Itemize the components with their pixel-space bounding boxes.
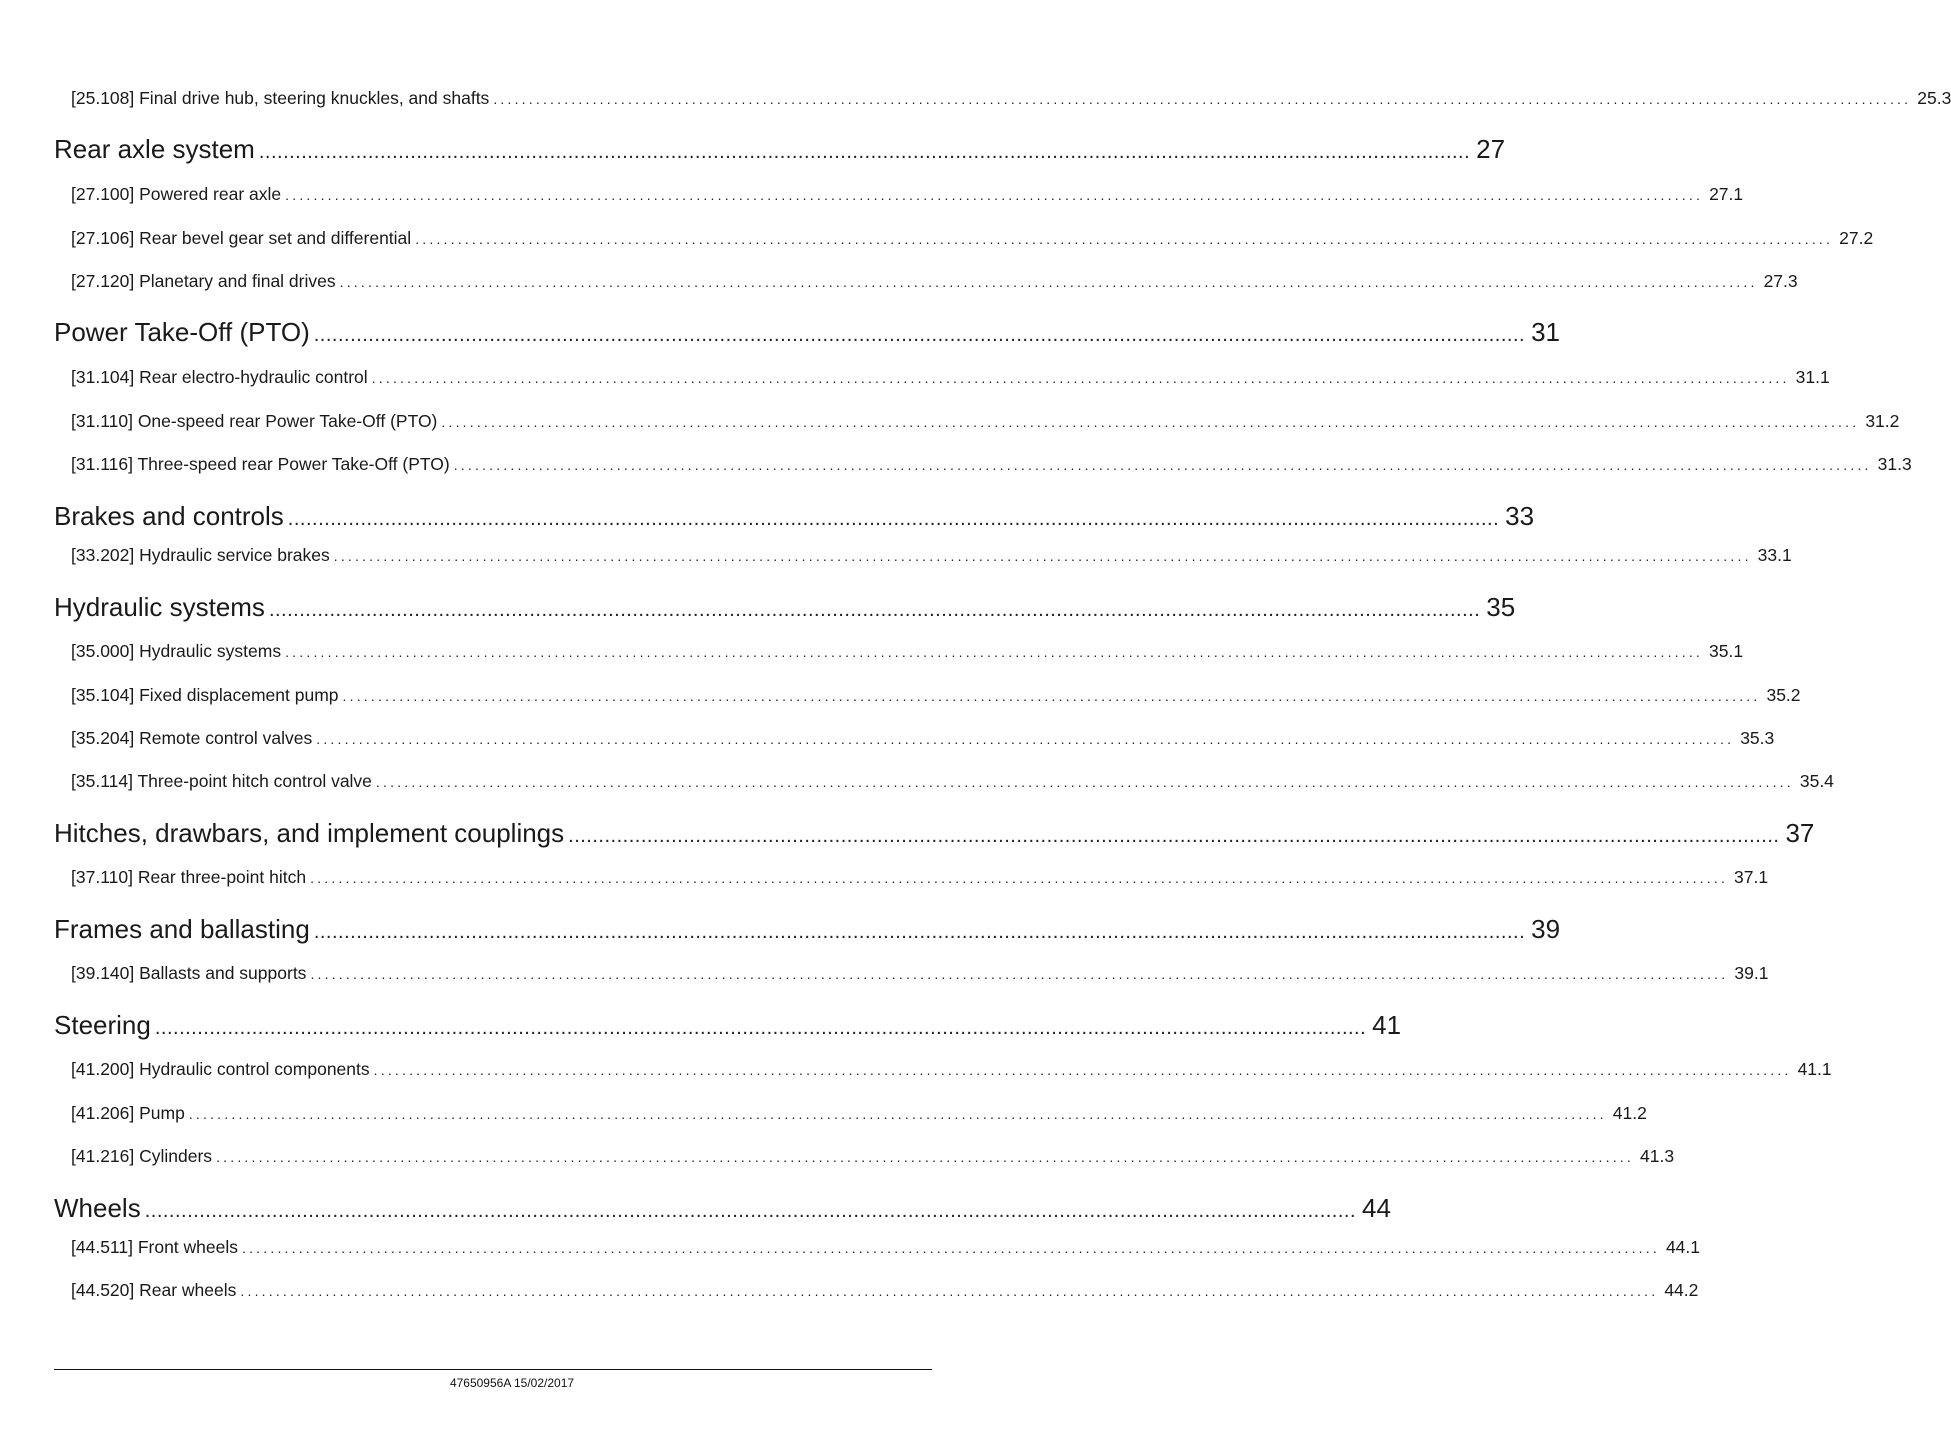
toc-entry-page: 44.2 <box>1664 1280 1699 1300</box>
toc-entry-25-108[interactable] <box>71 88 1951 109</box>
dot-leader: ........................................................................................................................................................................................................ <box>154 1017 1367 1039</box>
dot-leader: ........................................................................................................................................................................................................ <box>310 966 1729 982</box>
toc-entry-27-120[interactable] <box>71 271 1798 292</box>
dot-leader: ........................................................................................................................................................................................................ <box>415 231 1834 247</box>
toc-entry-label: [35.114] Three-point hitch control valve <box>71 771 372 791</box>
toc-entry-31-104[interactable] <box>71 367 1830 388</box>
toc-entry-label: [33.202] Hydraulic service brakes <box>71 545 330 565</box>
dot-leader: ........................................................................................................................................................................................................ <box>313 921 1526 943</box>
toc-section-title: Brakes and controls <box>54 501 284 531</box>
toc-entry-31-116[interactable] <box>71 454 1912 475</box>
toc-entry-page: 35.2 <box>1766 685 1801 705</box>
dot-leader: ........................................................................................................................................................................................................ <box>373 1062 1792 1078</box>
footer-document-id: 47650956A 15/02/2017 <box>449 1376 575 1390</box>
dot-leader: ........................................................................................................................................................................................................ <box>242 1240 1660 1256</box>
toc-section-brakes-and-controls[interactable] <box>54 501 1535 532</box>
dot-leader: ........................................................................................................................................................................................................ <box>313 324 1526 346</box>
toc-entry-label: [41.216] Cylinders <box>71 1146 213 1166</box>
dot-leader: ........................................................................................................................................................................................................ <box>339 274 1758 290</box>
toc-entry-35-204[interactable] <box>71 728 1775 749</box>
dot-leader: ........................................................................................................................................................................................................ <box>375 774 1794 790</box>
dot-leader: ........................................................................................................................................................................................................ <box>258 141 1471 163</box>
toc-entry-39-140[interactable] <box>71 963 1769 984</box>
toc-entry-page: 27.2 <box>1839 228 1874 248</box>
toc-entry-page: 35.4 <box>1799 771 1834 791</box>
toc-section-frames-and-ballasting[interactable] <box>54 914 1561 945</box>
toc-section-page: 37 <box>1785 818 1815 848</box>
dot-leader: ........................................................................................................................................................................................................ <box>342 688 1761 704</box>
toc-section-page: 35 <box>1486 592 1516 622</box>
dot-leader: ........................................................................................................................................................................................................ <box>441 414 1860 430</box>
toc-entry-35-104[interactable] <box>71 685 1801 706</box>
dot-leader: ........................................................................................................................................................................................................ <box>285 644 1704 660</box>
dot-leader: ........................................................................................................................................................................................................ <box>285 187 1704 203</box>
toc-entry-page: 35.1 <box>1709 641 1744 661</box>
toc-entry-27-100[interactable] <box>71 184 1744 205</box>
toc-entry-label: [44.511] Front wheels <box>71 1237 238 1257</box>
toc-section-page: 41 <box>1372 1010 1402 1040</box>
dot-leader: ........................................................................................................................................................................................................ <box>493 91 1912 107</box>
dot-leader: ........................................................................................................................................................................................................ <box>287 508 1500 530</box>
dot-leader: ........................................................................................................................................................................................................ <box>188 1106 1607 1122</box>
dot-leader: ........................................................................................................................................................................................................ <box>268 599 1481 621</box>
toc-entry-label: [41.206] Pump <box>71 1103 185 1123</box>
dot-leader: ........................................................................................................................................................................................................ <box>216 1149 1634 1165</box>
toc-entry-page: 31.3 <box>1877 454 1912 474</box>
toc-entry-label: [31.116] Three-speed rear Power Take-Off (PTO) <box>71 454 450 474</box>
toc-entry-label: [25.108] Final drive hub, steering knuckles, and shafts <box>71 88 490 108</box>
toc-entry-label: [31.110] One-speed rear Power Take-Off (PTO) <box>71 411 438 431</box>
toc-entry-page: 44.1 <box>1665 1237 1700 1257</box>
dot-leader: ........................................................................................................................................................................................................ <box>240 1283 1659 1299</box>
toc-section-title: Power Take-Off (PTO) <box>54 317 310 347</box>
toc-section-page: 33 <box>1505 501 1535 531</box>
toc-entry-page: 25.3 <box>1917 88 1951 108</box>
toc-entry-page: 33.1 <box>1757 545 1792 565</box>
toc-section-page: 31 <box>1531 317 1560 347</box>
toc-section-title: Hydraulic systems <box>54 592 265 622</box>
toc-section-steering[interactable] <box>54 1010 1402 1041</box>
toc-entry-label: [31.104] Rear electro-hydraulic control <box>71 367 368 387</box>
toc-entry-page: 27.3 <box>1763 271 1798 291</box>
toc-entry-page: 39.1 <box>1734 963 1769 983</box>
footer-rule <box>54 1369 932 1370</box>
toc-section-title: Steering <box>54 1010 151 1040</box>
toc-entry-page: 31.1 <box>1795 367 1830 387</box>
toc-section-page: 39 <box>1531 914 1561 944</box>
toc-entry-page: 37.1 <box>1734 867 1769 887</box>
toc-entry-41-200[interactable] <box>71 1059 1832 1080</box>
toc-entry-41-206[interactable] <box>71 1103 1647 1124</box>
toc-entry-27-106[interactable] <box>71 228 1874 249</box>
toc-section-page: 27 <box>1476 134 1506 164</box>
toc-entry-44-511[interactable] <box>71 1237 1700 1258</box>
toc-section-title: Wheels <box>54 1193 141 1223</box>
toc-entry-page: 35.3 <box>1740 728 1775 748</box>
dot-leader: ........................................................................................................................................................................................................ <box>333 548 1752 564</box>
toc-entry-label: [27.106] Rear bevel gear set and differential <box>71 228 412 248</box>
toc-section-power-take-off[interactable] <box>54 317 1560 348</box>
dot-leader: ........................................................................................................................................................................................................ <box>144 1200 1357 1222</box>
dot-leader: ........................................................................................................................................................................................................ <box>310 870 1729 886</box>
toc-entry-label: [35.000] Hydraulic systems <box>71 641 282 661</box>
toc-section-wheels[interactable] <box>54 1193 1391 1224</box>
toc-entry-page: 41.1 <box>1797 1059 1832 1079</box>
toc-entry-page: 31.2 <box>1865 411 1900 431</box>
toc-entry-41-216[interactable] <box>71 1146 1675 1167</box>
toc-entry-label: [41.200] Hydraulic control components <box>71 1059 370 1079</box>
toc-entry-page: 41.2 <box>1612 1103 1647 1123</box>
toc-entry-35-000[interactable] <box>71 641 1744 662</box>
dot-leader: ........................................................................................................................................................................................................ <box>568 825 1780 847</box>
toc-entry-page: 41.3 <box>1640 1146 1675 1166</box>
toc-entry-44-520[interactable] <box>71 1280 1699 1301</box>
toc-section-page: 44 <box>1362 1193 1391 1223</box>
toc-entry-label: [35.104] Fixed displacement pump <box>71 685 339 705</box>
toc-entry-37-110[interactable] <box>71 867 1769 888</box>
toc-entry-label: [27.120] Planetary and final drives <box>71 271 336 291</box>
toc-entry-label: [39.140] Ballasts and supports <box>71 963 307 983</box>
toc-entry-35-114[interactable] <box>71 771 1834 792</box>
toc-section-title: Rear axle system <box>54 134 255 164</box>
toc-entry-label: [37.110] Rear three-point hitch <box>71 867 307 887</box>
toc-entry-31-110[interactable] <box>71 411 1900 432</box>
dot-leader: ........................................................................................................................................................................................................ <box>371 370 1790 386</box>
toc-section-rear-axle-system[interactable] <box>54 134 1506 165</box>
toc-entry-label: [35.204] Remote control valves <box>71 728 313 748</box>
toc-entry-label: [27.100] Powered rear axle <box>71 184 282 204</box>
toc-entry-label: [44.520] Rear wheels <box>71 1280 237 1300</box>
dot-leader: ........................................................................................................................................................................................................ <box>453 457 1872 473</box>
toc-entry-33-202[interactable] <box>71 545 1792 566</box>
toc-section-title: Hitches, drawbars, and implement couplings <box>54 818 565 848</box>
toc-section-title: Frames and ballasting <box>54 914 310 944</box>
toc-section-hydraulic-systems[interactable] <box>54 592 1516 623</box>
toc-section-hitches-drawbars[interactable] <box>54 818 1815 849</box>
dot-leader: ........................................................................................................................................................................................................ <box>316 731 1735 747</box>
toc-entry-page: 27.1 <box>1709 184 1744 204</box>
